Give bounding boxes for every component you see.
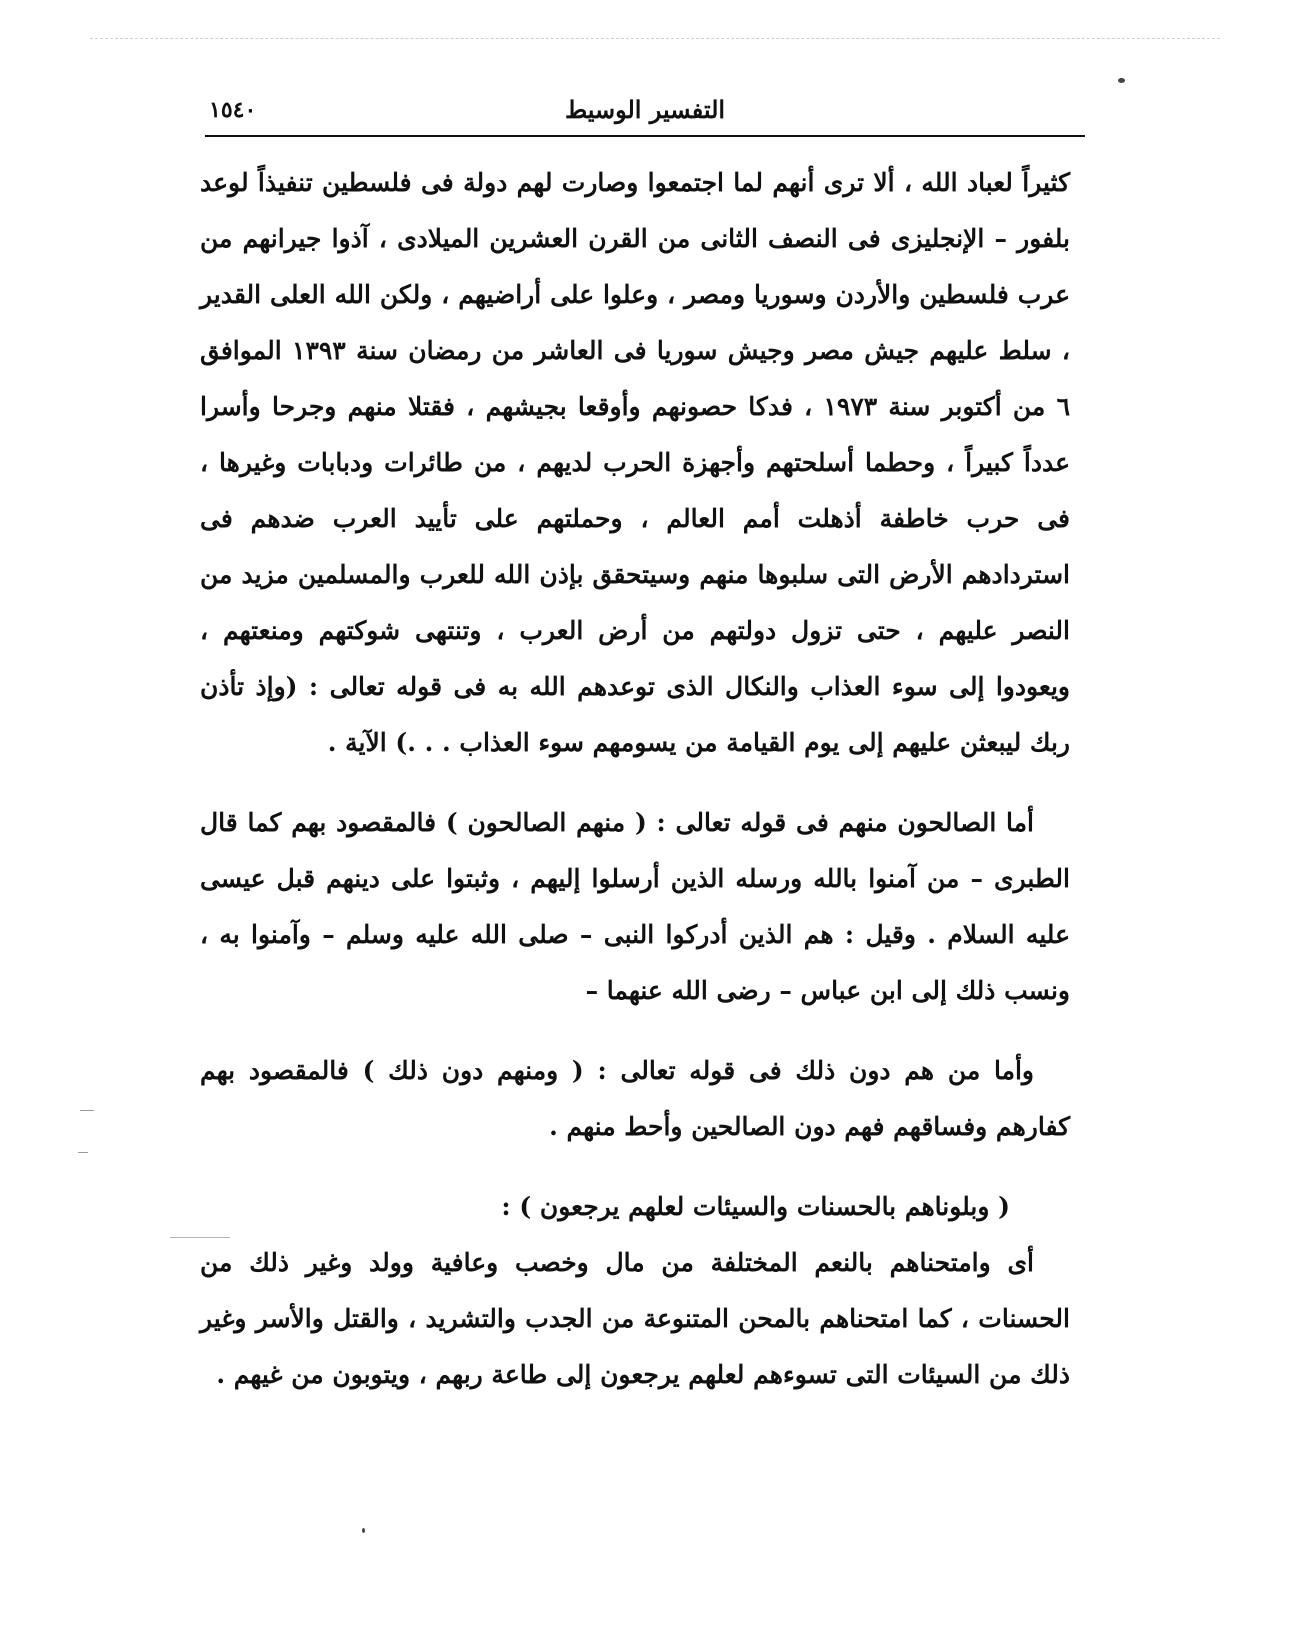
paragraph-gap <box>200 771 1070 795</box>
margin-mark <box>170 1237 230 1238</box>
scan-edge-line <box>90 38 1220 39</box>
margin-mark <box>80 1110 94 1111</box>
paragraph-3: وأما من هم دون ذلك فى قوله تعالى : ( ومنهم دون ذلك ) فالمقصود بهم كفارهم وفساقهم فهم دون الصالحين وأحط منهم . <box>200 1056 1070 1141</box>
scan-speck <box>1118 78 1125 83</box>
commentary-paragraph: أى وامتحناهم بالنعم المختلفة من مال وخصب وعافية وولد وغير ذلك من الحسنات ، كما امتحناهم بالمحن المتنوعة من الجدب والتشريد ، والقتل والأسر وغير ذلك من السيئات التى تسوءهم لعلهم يرجعون إلى طاعة ربهم ، ويتوبون من غيهم . <box>200 1248 1070 1389</box>
header-rule <box>205 135 1085 137</box>
running-title: التفسير الوسيط <box>564 95 726 124</box>
paragraph-gap <box>200 1019 1070 1043</box>
verse-heading: ( وبلوناهم بالحسنات والسيئات لعلهم يرجعون ) : <box>501 1192 1010 1221</box>
page-body <box>200 155 1070 1403</box>
paragraph-2: أما الصالحون منهم فى قوله تعالى : ( منهم الصالحون ) فالمقصود بهم كما قال الطبرى – من آمنوا بالله ورسله الذين أرسلوا إليهم ، وثبتوا على دينهم قبل عيسى عليه السلام . وقيل : هم الذين أدركوا النبى – صلى الله عليه وسلم – وآمنوا به ، ونسب ذلك إلى ابن عباس – رضى الله عنهما – <box>200 808 1070 1005</box>
paragraph-1: كثيراً لعباد الله ، ألا ترى أنهم لما اجتمعوا وصارت لهم دولة فى فلسطين تنفيذاً لوعد بلفور – الإنجليزى فى النصف الثانى من القرن العشرين الميلادى ، آذوا جيرانهم من عرب فلسطين والأردن وسوريا ومصر ، وعلوا على أراضيهم ، ولكن الله العلى القدير ، سلط عليهم جيش مصر وجيش سوريا فى العاشر من رمضان سنة ١٣٩٣ الموافق ٦ من أكتوبر سنة ١٩٧٣ ، فدكا حصونهم وأوقعا بجيشهم ، فقتلا منهم وجرحا وأسرا عدداً كبيراً ، وحطما أسلحتهم وأجهزة الحرب لديهم ، من طائرات ودبابات وغيرها ، فى حرب خاطفة أذهلت أمم العالم ، وحملتهم على تأييد العرب ضدهم فى استردادهم الأرض التى سلبوها منهم وسيتحقق بإذن الله للعرب والمسلمين مزيد من النصر عليهم ، حتى تزول دولتهم من أرض العرب ، وتنتهى شوكتهم ومنعتهم ، ويعودوا إلى سوء العذاب والنكال الذى توعدهم الله به فى قوله تعالى : (وإذ تأذن ربك ليبعثن عليهم إلى يوم القيامة من يسومهم سوء العذاب . . .) الآية . <box>200 168 1070 757</box>
page-number: ١٥٤٠ <box>209 97 257 123</box>
paragraph-gap <box>200 1155 1070 1179</box>
scan-speck <box>362 1528 365 1533</box>
page-header <box>205 95 1085 135</box>
margin-mark <box>78 1152 88 1153</box>
